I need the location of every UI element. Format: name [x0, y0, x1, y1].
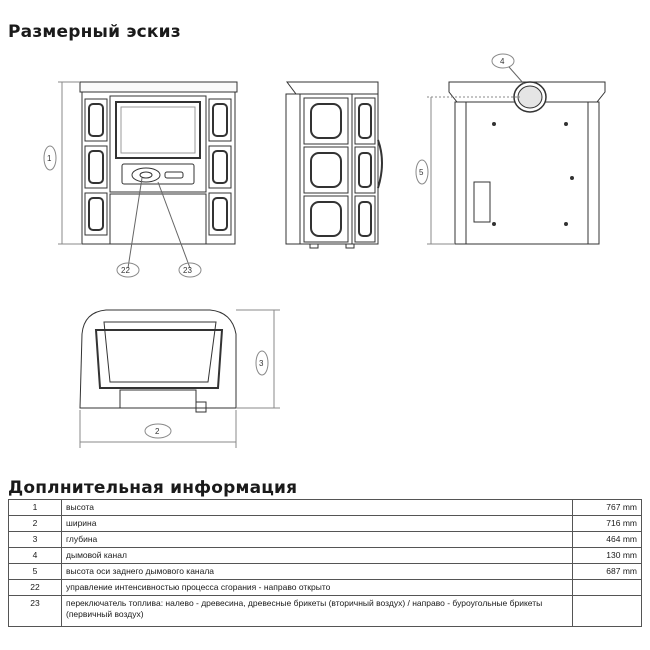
row-number: 3 [9, 532, 62, 548]
table-row [9, 516, 642, 532]
row-value [573, 596, 642, 627]
info-table [8, 499, 642, 627]
callout-4: 4 [500, 57, 505, 66]
table-row [9, 596, 642, 627]
row-value [573, 580, 642, 596]
row-value: 767 mm [573, 500, 642, 516]
row-description: высота [62, 500, 573, 516]
side-view [286, 82, 382, 248]
rear-view [416, 54, 605, 244]
callout-5: 5 [419, 168, 424, 177]
row-description: высота оси заднего дымового канала [62, 564, 573, 580]
row-description: переключатель топлива: налево - древесина, древесные брикеты (вторичный воздух) / направо - буроугольные брикеты (первичный воздух) [62, 596, 573, 627]
table-row [9, 500, 642, 516]
callout-1: 1 [47, 154, 52, 163]
row-description: ширина [62, 516, 573, 532]
row-number: 22 [9, 580, 62, 596]
row-value: 130 mm [573, 548, 642, 564]
row-number: 1 [9, 500, 62, 516]
row-value: 687 mm [573, 564, 642, 580]
row-number: 4 [9, 548, 62, 564]
table-row [9, 532, 642, 548]
row-number: 2 [9, 516, 62, 532]
row-value: 716 mm [573, 516, 642, 532]
table-row [9, 580, 642, 596]
row-description: глубина [62, 532, 573, 548]
table-row [9, 564, 642, 580]
front-view [44, 82, 237, 277]
row-number: 23 [9, 596, 62, 627]
callout-23: 23 [183, 266, 192, 275]
top-view [80, 310, 280, 448]
sketch-heading: Размерный эскиз [8, 22, 181, 42]
row-description: дымовой канал [62, 548, 573, 564]
row-value: 464 mm [573, 532, 642, 548]
info-heading: Доплнительная информация [8, 478, 298, 498]
table-row [9, 548, 642, 564]
row-description: управление интенсивностью процесса сгорания - направо открыто [62, 580, 573, 596]
row-number: 5 [9, 564, 62, 580]
callout-2: 2 [155, 427, 160, 436]
callout-3: 3 [259, 359, 264, 368]
callout-22: 22 [121, 266, 130, 275]
